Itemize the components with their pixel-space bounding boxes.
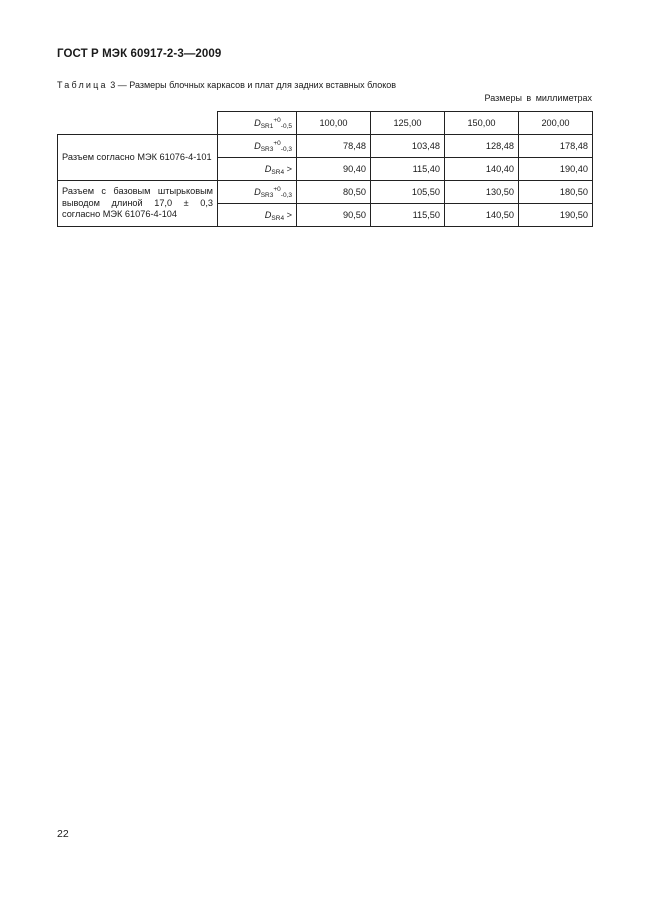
symbol-cell: [218, 112, 297, 135]
table-caption-number: 3: [110, 80, 116, 90]
value-cell: 115,40: [371, 158, 445, 181]
symbol-cell: [218, 204, 297, 227]
symbol-subscript: SR1: [260, 122, 274, 130]
symbol-tolerance: -0,3: [280, 191, 292, 199]
value-cell: 140,50: [445, 204, 519, 227]
table-caption: [57, 80, 396, 90]
symbol-suffix: >: [284, 163, 292, 174]
value-cell: 178,48: [519, 135, 593, 158]
symbol-cell: [218, 181, 297, 204]
empty-cell: [58, 112, 218, 135]
symbol-tolerance: -0,3: [280, 145, 292, 153]
symbol-cell: [218, 158, 297, 181]
description-cell: Разъем согласно МЭК 61076-4-101: [58, 135, 218, 181]
symbol-cell: [218, 135, 297, 158]
value-cell: 125,00: [371, 112, 445, 135]
value-cell: 190,40: [519, 158, 593, 181]
symbol-subscript: SR3: [260, 145, 274, 153]
value-cell: 200,00: [519, 112, 593, 135]
symbol-base: D: [254, 186, 261, 197]
value-cell: 128,48: [445, 135, 519, 158]
symbol-subscript: SR3: [260, 191, 274, 199]
symbol-base: D: [264, 209, 272, 220]
value-cell: 190,50: [519, 204, 593, 227]
description-cell: Разъем с базовым штырьковым выводом длиной 17,0 ± 0,3 согласно МЭК 61076-4-104: [58, 181, 218, 227]
value-cell: 90,40: [297, 158, 371, 181]
page-number: 22: [57, 828, 69, 840]
symbol-base: D: [254, 140, 261, 151]
table-row: [58, 181, 593, 204]
value-cell: 100,00: [297, 112, 371, 135]
symbol-suffix: >: [284, 209, 292, 220]
value-cell: 103,48: [371, 135, 445, 158]
symbol-subscript: SR4: [271, 168, 285, 176]
value-cell: 180,50: [519, 181, 593, 204]
value-cell: 140,40: [445, 158, 519, 181]
value-cell: 130,50: [445, 181, 519, 204]
symbol-subscript: SR4: [271, 214, 285, 222]
value-cell: 80,50: [297, 181, 371, 204]
units-note: Размеры в миллиметрах: [484, 93, 592, 103]
symbol-base: D: [264, 163, 272, 174]
table-caption-text: — Размеры блочных каркасов и плат для задних вставных блоков: [115, 80, 397, 90]
symbol-superscript: +0: [273, 116, 281, 124]
value-cell: 105,50: [371, 181, 445, 204]
dimensions-table: [57, 111, 593, 227]
document-header: ГОСТ Р МЭК 60917-2-3—2009: [57, 48, 222, 60]
value-cell: 90,50: [297, 204, 371, 227]
value-cell: 150,00: [445, 112, 519, 135]
symbol-superscript: +0: [273, 185, 281, 193]
symbol-superscript: +0: [273, 139, 281, 147]
table-row: [58, 135, 593, 158]
symbol-base: D: [254, 117, 261, 128]
value-cell: 115,50: [371, 204, 445, 227]
table-caption-label: Таблица: [57, 80, 108, 90]
value-cell: 78,48: [297, 135, 371, 158]
symbol-tolerance: -0,5: [280, 122, 292, 130]
table-row: [58, 112, 593, 135]
